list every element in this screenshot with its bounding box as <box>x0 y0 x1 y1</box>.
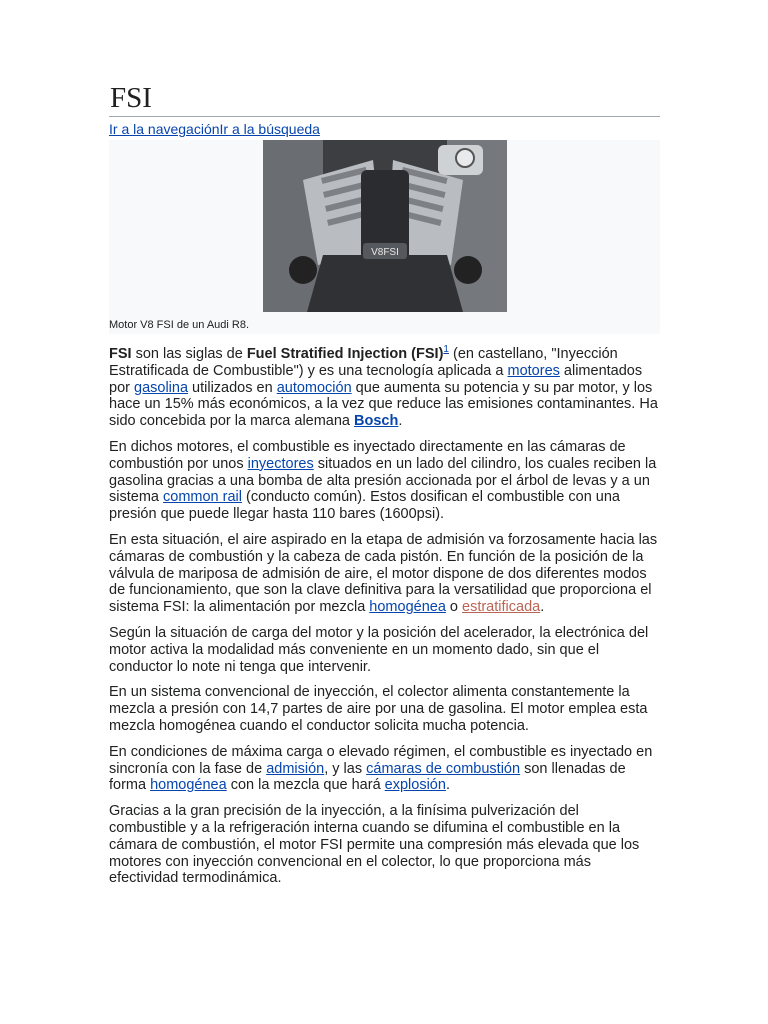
text: utilizados en <box>188 379 277 396</box>
link-admision[interactable]: admisión <box>266 760 325 777</box>
link-estratificada[interactable]: estratificada <box>462 599 541 616</box>
bold-term: Fuel Stratified Injection (FSI) <box>246 346 444 362</box>
paragraph-6 <box>109 744 660 794</box>
jump-links <box>109 120 660 138</box>
link-explosion[interactable]: explosión <box>384 777 446 794</box>
link-bosch-label: Bosch <box>354 413 399 430</box>
link-homogenea-2[interactable]: homogénea <box>150 777 227 794</box>
text: . <box>540 599 545 616</box>
paragraph-4: Según la situación de carga del motor y la posición del acelerador, la electrónica del motor activa la modalidad más conveniente en un momento dado, sin que el conductor lo note ni tenga que intervenir. <box>109 624 649 675</box>
engine-photo[interactable] <box>263 140 507 312</box>
article <box>109 80 660 896</box>
jump-to-search-link[interactable]: Ir a la búsqueda <box>219 121 320 137</box>
text: (en castellano, "Inyección Estratificada de Combustible") y es una tecnología aplicada a <box>109 346 618 379</box>
paragraph-3 <box>109 532 660 616</box>
text: son las siglas de <box>131 346 247 362</box>
link-homogenea[interactable]: homogénea <box>369 599 446 616</box>
link-inyectores[interactable]: inyectores <box>247 455 314 472</box>
text: con la mezcla que hará <box>226 777 385 794</box>
link-automocion[interactable]: automoción <box>276 379 352 396</box>
text: (conducto común). Estos dosifican el combustible con una presión que puede llegar hasta 110 bares (1600psi). <box>109 489 620 523</box>
link-camaras-de-combustion[interactable]: cámaras de combustión <box>366 760 521 777</box>
text: o <box>445 599 463 616</box>
figure <box>109 140 660 334</box>
text: . <box>398 413 403 430</box>
link-motores[interactable]: motores <box>507 362 560 379</box>
paragraph-5: En un sistema convencional de inyección, el colector alimenta constantemente la mezcla a presión con 14,7 partes de aire por una de gasolina. El motor emplea esta mezcla homogénea cuando el conductor solicita mucha potencia. <box>109 684 648 734</box>
text: , y las <box>324 760 367 777</box>
link-common-rail[interactable]: common rail <box>163 489 242 506</box>
figure-caption: Motor V8 FSI de un Audi R8. <box>109 319 250 331</box>
text: En condiciones de máxima carga o elevado régimen, el combustible es inyectado en sincronía con la fase de <box>109 743 653 777</box>
jump-to-navigation-link[interactable]: Ir a la navegación <box>109 121 220 137</box>
text: son llenadas de forma <box>109 760 626 794</box>
text: En esta situación, el aire aspirado en la etapa de admisión va forzosamente hacia las cámaras de combustión y la cabeza de cada pistón. En función de la posición de la válvula de mariposa de admisión de aire, el motor dispone de dos diferentes modos de funcionamiento, que son la clave definitiva para la versatilidad que proporciona el sistema FSI: la alimentación por mezcla <box>109 531 658 616</box>
reference-link[interactable]: 1 <box>443 344 449 356</box>
text: alimentados por <box>109 362 643 396</box>
link-gasolina[interactable]: gasolina <box>134 379 189 396</box>
paragraph-2 <box>109 439 660 523</box>
text: que aumenta su potencia y su par motor, y los hace un 15% más económicos, a la vez que reduce las emisiones contaminantes. Ha sido concebida por la marca alemana <box>109 379 658 430</box>
page-title: FSI <box>109 80 660 117</box>
text: situados en un lado del cilindro, los cuales reciben la gasolina gracias a una bomba de alta presión accionada por el árbol de levas y a un sistema <box>109 455 657 506</box>
bold-term: FSI <box>109 346 132 362</box>
engine-badge: V8FSI <box>371 247 399 258</box>
text: . <box>445 777 450 794</box>
link-bosch[interactable] <box>354 413 398 429</box>
paragraph-7: Gracias a la gran precisión de la inyección, a la finísima pulverización del combustible y a la refrigeración interna cuando se difumina el combustible en la cámara de combustión, el motor FSI permite una compresión más elevada que los motores con inyección convencional en el colector, lo que proporciona más efectividad termodinámica. <box>109 803 640 887</box>
paragraph-1 <box>109 346 660 430</box>
text: En dichos motores, el combustible es inyectado directamente en las cámaras de combustión por unos <box>109 438 626 472</box>
